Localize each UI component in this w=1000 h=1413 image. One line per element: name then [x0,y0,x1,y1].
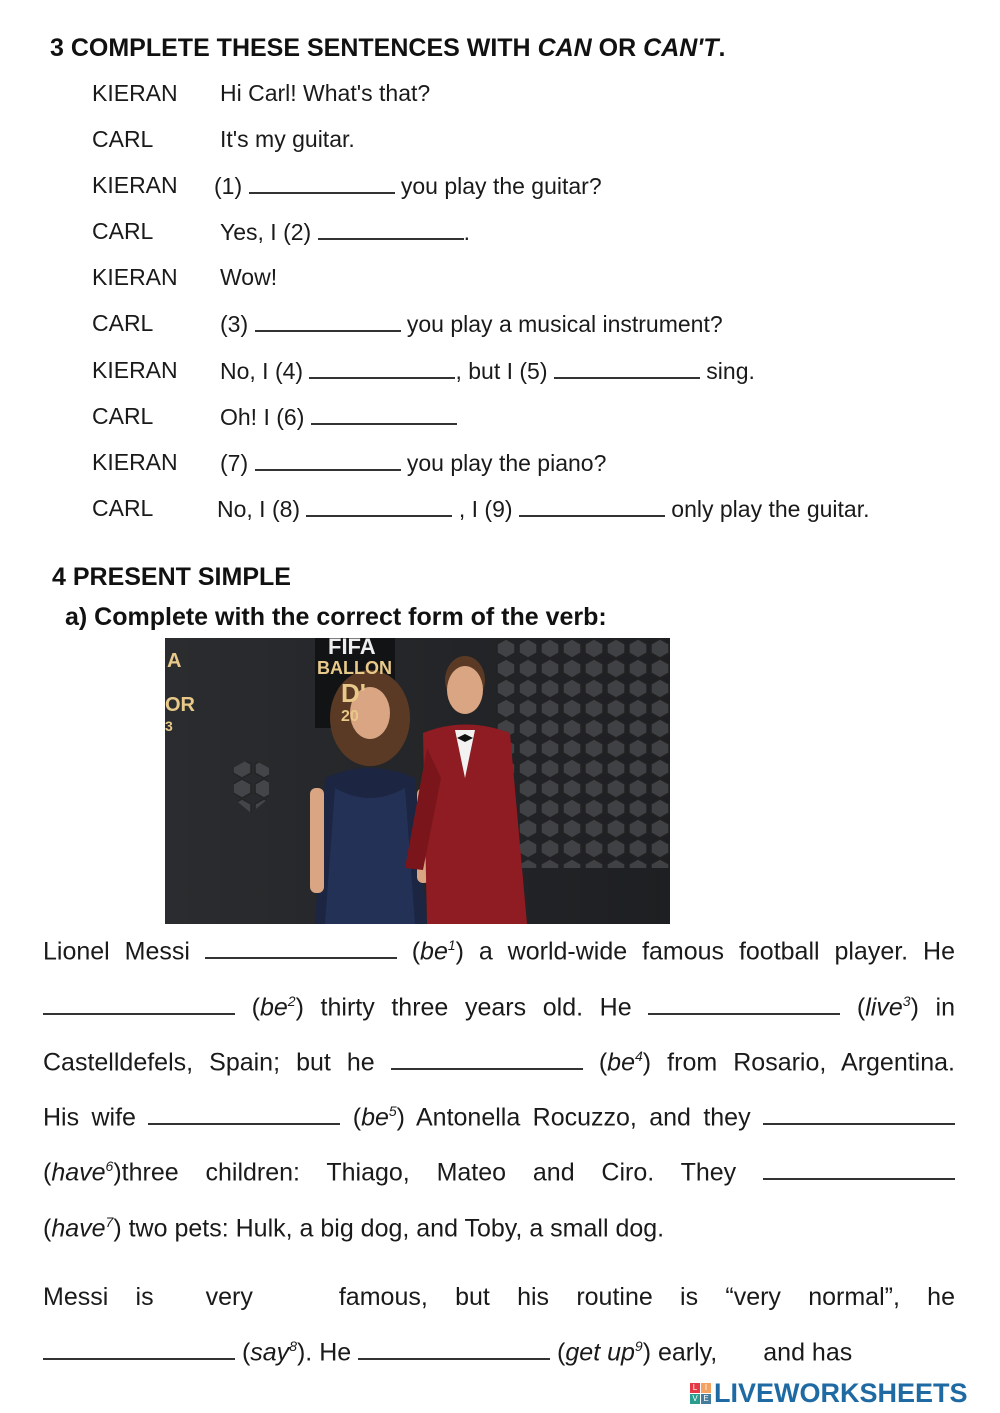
speaker-label: KIERAN [92,80,178,106]
answer-blank-4[interactable] [309,357,455,379]
answer-blank-7[interactable] [255,449,401,471]
paragraph2-line-1: Messi is very famous, but his routine is “very normal”, he [43,1283,955,1311]
speaker-label: KIERAN [92,264,178,290]
side-text-or: OR [165,694,195,716]
dialogue-line-5: (3) you play a musical instrument? [220,311,723,337]
dialogue-line-3: Yes, I (2) . [220,219,470,245]
banner-d: D' [341,678,366,708]
paragraph-line-3: Castelldefels, Spain; but he $(be^4)$ from Rosario, Argentina. [43,1048,955,1077]
speaker-label: CARL [92,126,154,152]
messi-couple-photo [165,638,670,924]
answer-blank-5[interactable] [554,357,700,379]
verb-blank-1[interactable] [205,937,397,959]
side-text-3: 3 [165,718,173,734]
section-4-heading: 4 PRESENT SIMPLE [52,563,291,591]
banner-ballon: BALLON [317,658,392,678]
answer-blank-1[interactable] [249,172,395,194]
photo-illustration [165,638,670,924]
dialogue-line-9: No, I (8) , I (9) only play the guitar. [217,496,870,522]
paragraph-line-2: $(be^2)$ thirty three years old. He (live$^3$) in [43,993,955,1022]
section-4-subheading: a) Complete with the correct form of the verb: [65,603,607,631]
banner-fifa: FIFA [328,638,376,659]
dialogue-line-1: It's my guitar. [220,126,355,152]
paragraph2-line-2: (say$^8$). He (get $up^9$) early, and has [43,1338,955,1367]
section-3-heading: 3 COMPLETE THESE SENTENCES WITH CAN OR CAN'T. [50,34,726,62]
verb-blank-2[interactable] [43,993,235,1015]
dialogue-line-6: No, I (4) , but I (5) sing. [220,358,755,384]
verb-blank-7[interactable] [763,1158,955,1180]
speaker-label: CARL [92,403,154,429]
paragraph-line-4: His wife $(be^5)$ Antonella Rocuzzo, and they [43,1103,955,1132]
answer-blank-3[interactable] [255,310,401,332]
paragraph-line-1: Lionel Messi $(be^1)$ a world-wide famous football player. He [43,937,955,966]
speaker-label: KIERAN [92,449,178,475]
verb-blank-8[interactable] [43,1338,235,1360]
speaker-label: CARL [92,218,154,244]
dialogue-line-2: (1) you play the guitar? [214,173,602,199]
brand-text: LIVEWORKSHEETS [714,1378,968,1408]
side-text-a: A [167,650,182,672]
verb-blank-4[interactable] [391,1048,583,1070]
answer-blank-2[interactable] [318,218,464,240]
speaker-label: CARL [92,495,154,521]
dialogue-line-7: Oh! I (6) [220,403,457,431]
logo-icon: L I V E [690,1383,711,1404]
dialogue-line-8: (7) you play the piano? [220,450,607,476]
answer-blank-8[interactable] [306,495,452,517]
verb-blank-6[interactable] [763,1103,955,1125]
dialogue-line-4: Wow! [220,264,278,290]
speaker-label: KIERAN [92,357,178,383]
paragraph-line-5: (have$^6$)three children: Thiago, Mateo and Ciro. They [43,1158,955,1187]
paragraph-line-6: (have$^7$) two pets: Hulk, a big dog, and Toby, a small dog. [43,1214,665,1243]
banner-year: 20 [341,708,359,725]
speaker-label: KIERAN [92,172,178,198]
answer-blank-6[interactable] [311,403,457,425]
speaker-label: CARL [92,310,154,336]
answer-blank-9[interactable] [519,495,665,517]
verb-blank-5[interactable] [148,1103,340,1125]
dialogue-line-0: Hi Carl! What's that? [220,80,431,106]
verb-blank-9[interactable] [358,1338,550,1360]
verb-blank-3[interactable] [648,993,840,1015]
liveworksheets-logo[interactable] [690,1378,968,1408]
